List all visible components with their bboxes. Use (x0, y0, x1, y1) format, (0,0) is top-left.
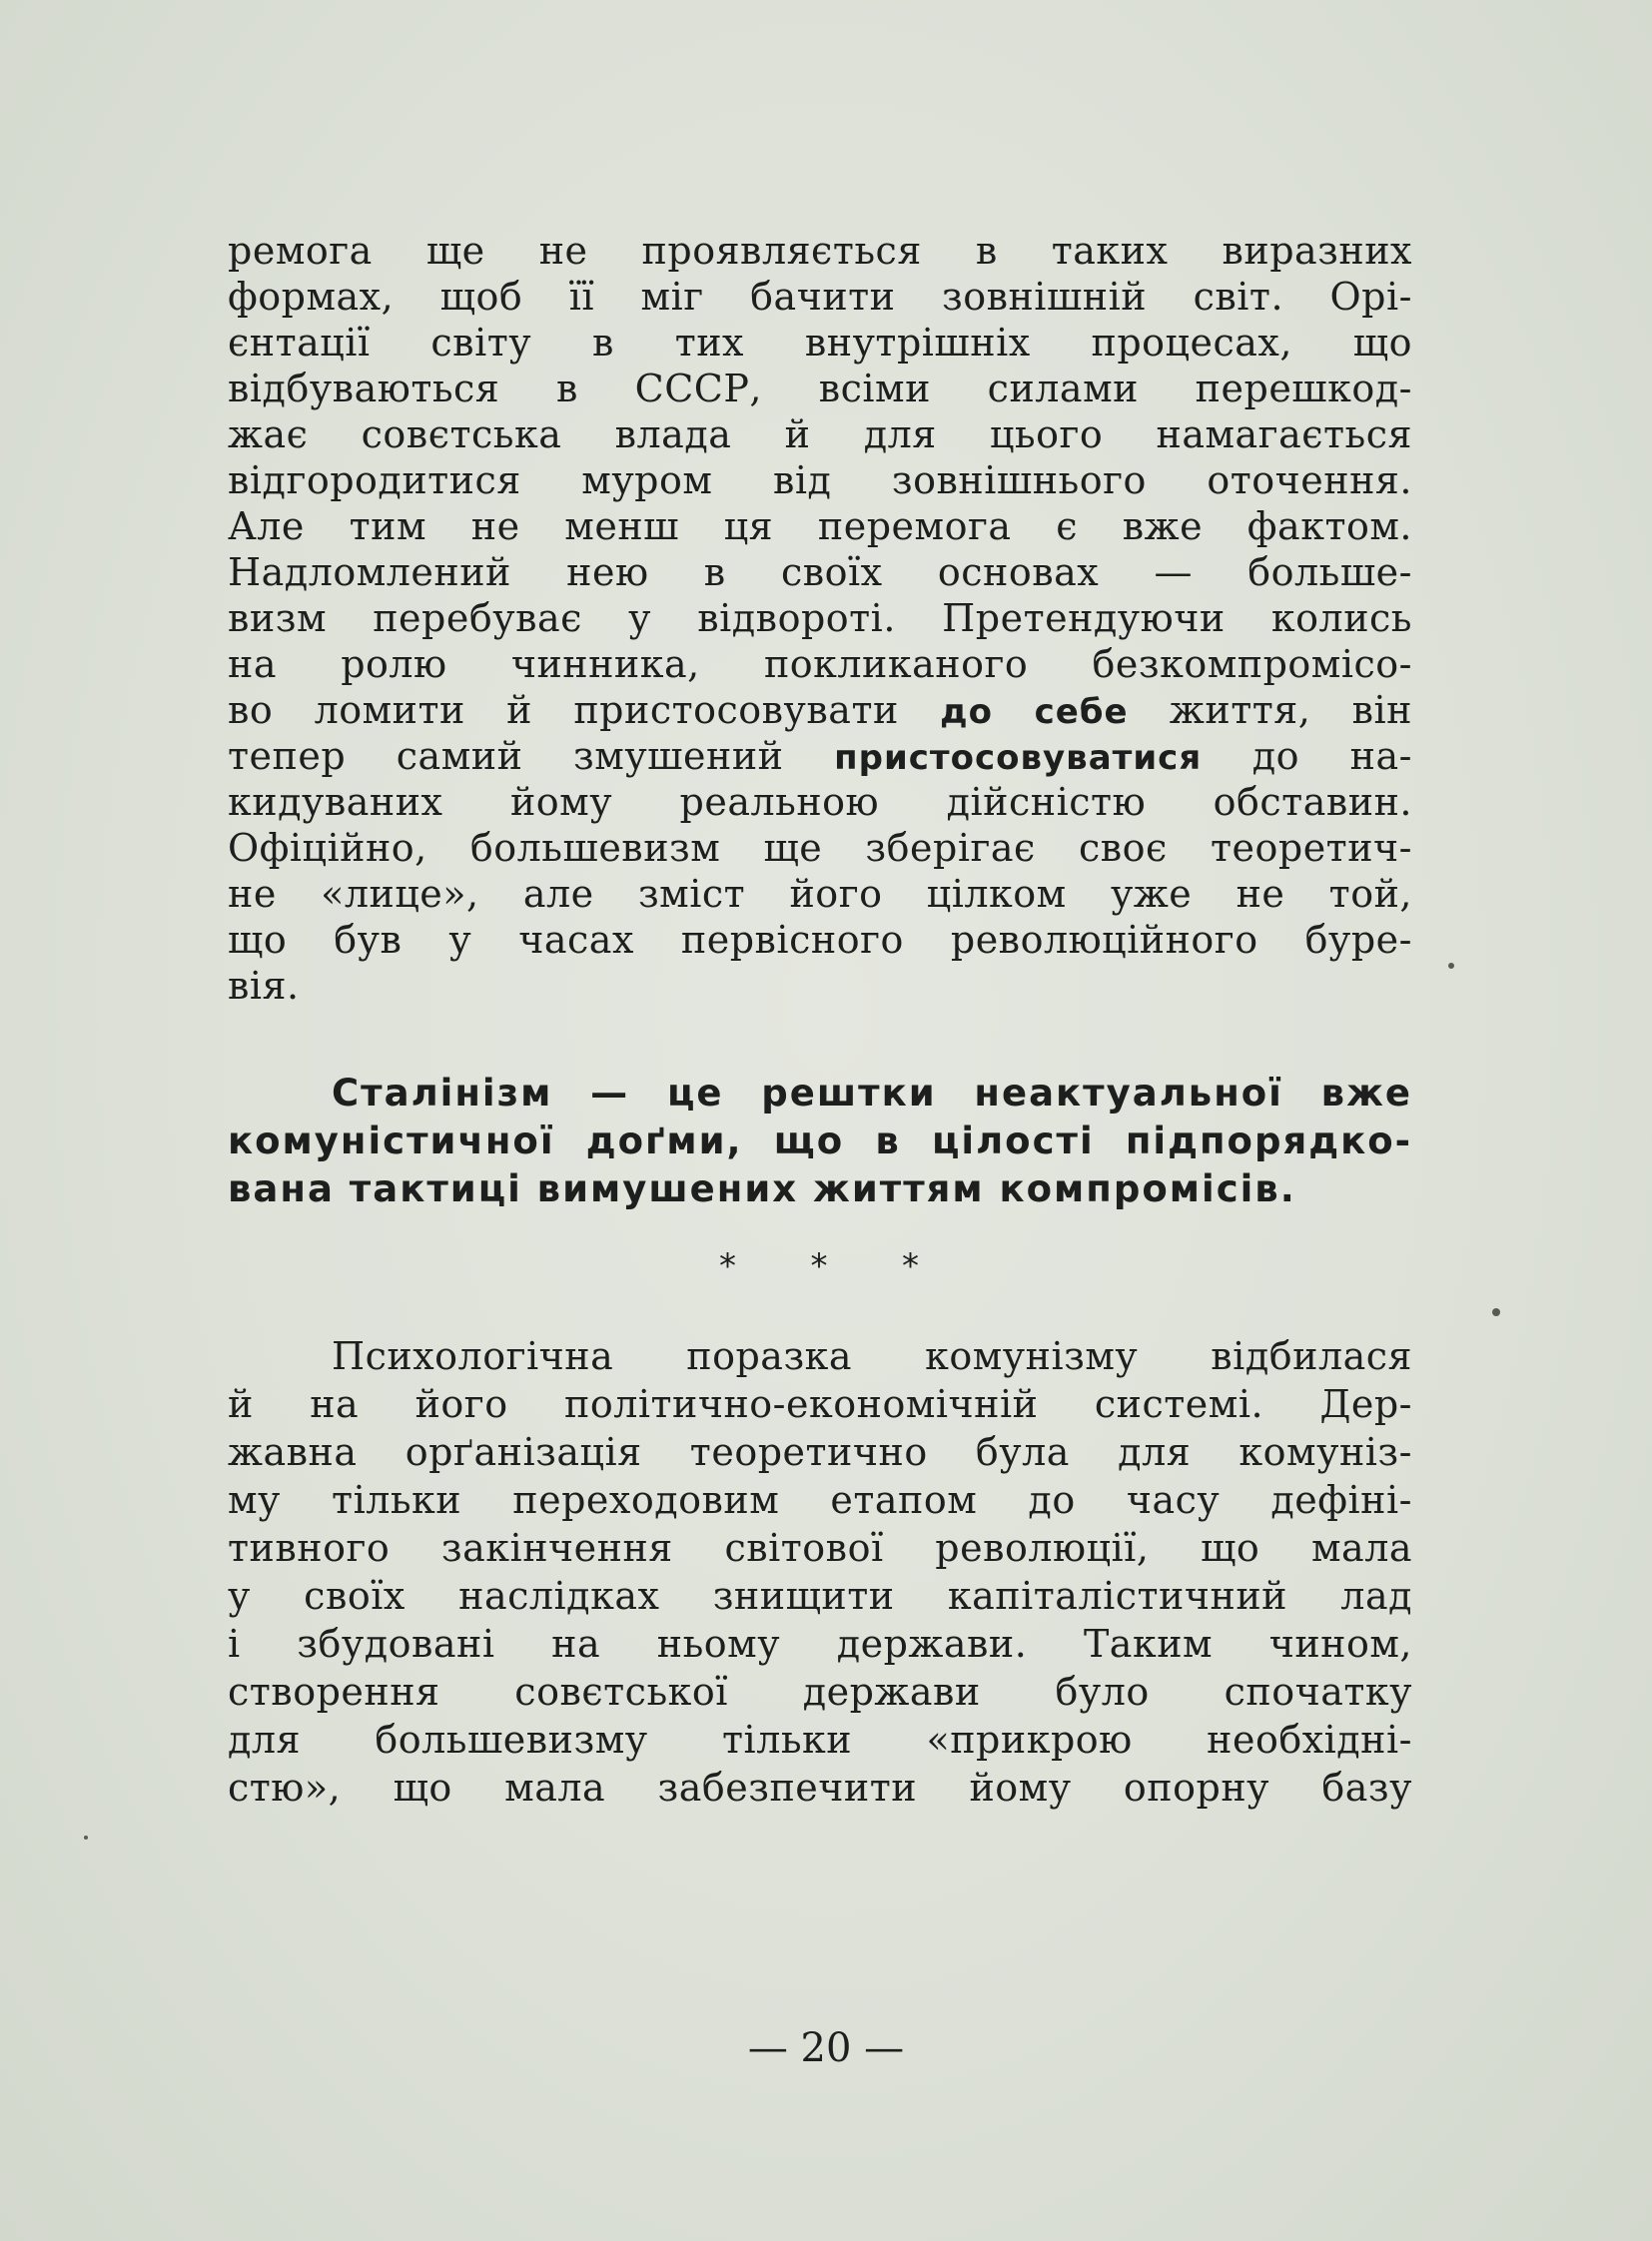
section-separator (719, 1246, 919, 1286)
text-line: му тільки переходовим етапом до часу дефіні- (228, 1478, 1412, 1522)
page-number: — 20 — (747, 2025, 905, 2071)
bold-phrase: пристосовуватися (834, 738, 1203, 778)
text-line: кидуваних йому реальною дійсністю обставин. (228, 780, 1412, 824)
text-line: для большевизму тільки «прикрою необхідні- (228, 1718, 1412, 1762)
text-line: визм перебуває у відвороті. Претендуючи колись (228, 596, 1412, 640)
text-line-with-bold (228, 733, 1412, 779)
text-line: створення совєтської держави було спочатку (228, 1670, 1412, 1714)
text-line: відбуваються в СССР, всіми силами перешкод- (228, 367, 1412, 410)
text-segment: во ломити й пристосовувати (228, 688, 941, 732)
text-segment: тепер самий змушений (228, 734, 835, 778)
emphasis-line: вана тактиці вимушених життям компромісів. (228, 1167, 1296, 1210)
text-segment: життя, він (1128, 688, 1412, 732)
paper-speck (1492, 1308, 1500, 1316)
paper-speck (1448, 963, 1454, 969)
text-line: й на його політично-економічній системі. Дер- (228, 1382, 1412, 1426)
text-line: не «лице», але зміст його цілком уже не той, (228, 872, 1412, 916)
text-line: стю», що мала забезпечити йому опорну базу (228, 1766, 1412, 1810)
bold-phrase: до себе (940, 692, 1129, 732)
text-line: Психологічна поразка комунізму відбилася (332, 1334, 1412, 1378)
text-line: формах, щоб її міг бачити зовнішній світ. Орі- (228, 275, 1412, 319)
text-line: Але тим не менш ця перемога є вже фактом. (228, 504, 1412, 548)
text-line: що був у часах первісного революційного буре- (228, 918, 1412, 962)
text-line: жає совєтська влада й для цього намагається (228, 412, 1412, 456)
text-line: вія. (228, 964, 300, 1008)
text-line: Надломлений нею в своїх основах — больше- (228, 550, 1412, 594)
separator-star: * (810, 1246, 828, 1286)
emphasis-line: комуністичної доґми, що в цілості підпорядко- (228, 1120, 1412, 1162)
text-line: відгородитися муром від зовнішнього оточення. (228, 458, 1412, 502)
text-line: ремога ще не проявляється в таких виразних (228, 229, 1412, 273)
text-line: жавна орґанізація теоретично була для комуніз- (228, 1430, 1412, 1474)
text-segment: до на- (1202, 734, 1412, 778)
separator-star: * (902, 1246, 919, 1286)
text-line: Офіційно, большевизм ще зберігає своє теоретич- (228, 826, 1412, 870)
text-line: на ролю чинника, покликаного безкомпромісо- (228, 642, 1412, 686)
paper-speck (84, 1836, 88, 1840)
emphasis-line: Сталінізм — це рештки неактуальної вже (332, 1072, 1412, 1115)
separator-star: * (719, 1246, 736, 1286)
text-line-with-bold (228, 687, 1412, 733)
text-line: і збудовані на ньому держави. Таким чином, (228, 1622, 1412, 1666)
text-line: тивного закінчення світової революції, що мала (228, 1526, 1412, 1570)
text-line: у своїх наслідках знищити капіталістичний лад (228, 1574, 1412, 1618)
text-line: єнтації світу в тих внутрішніх процесах, що (228, 321, 1412, 365)
